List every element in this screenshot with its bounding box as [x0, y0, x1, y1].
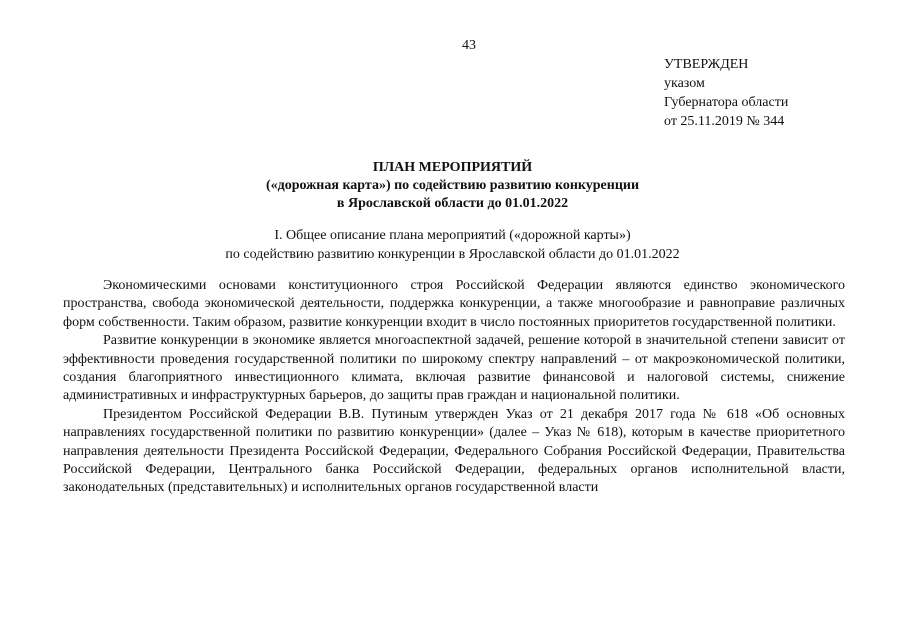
paragraph: Экономическими основами конституционного строя Российской Федерации являются единство экономического пространства, свобода экономической деятельности, поддержка конкуренции, а также многообразие и равноправие различных форм собственности. Таким образом, развитие конкуренции входит в число постоянных приоритетов государственной политики.: [63, 278, 845, 330]
section-heading-line: по содействию развитию конкуренции в Ярославской области до 01.01.2022: [225, 247, 680, 262]
title-line: в Ярославской области до 01.01.2022: [336, 196, 569, 211]
approval-line: от 25.11.2019 № 344: [664, 114, 785, 129]
title-line: («дорожная карта») по содействию развитию конкуренции: [265, 178, 640, 193]
paragraph: Развитие конкуренции в экономике является многоаспектной задачей, решение которой в значительной степени зависит от эффективности проведения государственной политики по широкому спектру направлений – от макроэкономической политики, создания благоприятного инвестиционного климата, включая развитие финансовой и налоговой системы, снижение административных и инфраструктурных барьеров, до защиты прав граждан и национальной политики.: [63, 333, 845, 404]
approval-line: Губернатора области: [664, 95, 789, 110]
section-heading-line: I. Общее описание плана мероприятий («дорожной карты»): [274, 228, 631, 243]
body-text: [63, 277, 845, 498]
approval-block: [664, 55, 788, 131]
approval-line: указом: [664, 76, 705, 91]
approval-line: УТВЕРЖДЕН: [664, 57, 749, 72]
page-number: 43: [462, 38, 476, 53]
title-line: ПЛАН МЕРОПРИЯТИЙ: [372, 160, 533, 175]
paragraph: Президентом Российской Федерации В.В. Путиным утвержден Указ от 21 декабря 2017 года № 618 «Об основных направлениях государственной политики по развитию конкуренции» (далее – Указ № 618), которым в качестве приоритетного направления деятельности Президента Российской Федерации, Федерального Собрания Российской Федерации, Правительства Российской Федерации, Центрального банка Российской Федерации, федеральных органов исполнительной власти, законодательных (представительных) и исполнительных органов государственной власти: [63, 406, 845, 496]
section-heading: [0, 226, 905, 264]
document-title: [0, 159, 905, 213]
